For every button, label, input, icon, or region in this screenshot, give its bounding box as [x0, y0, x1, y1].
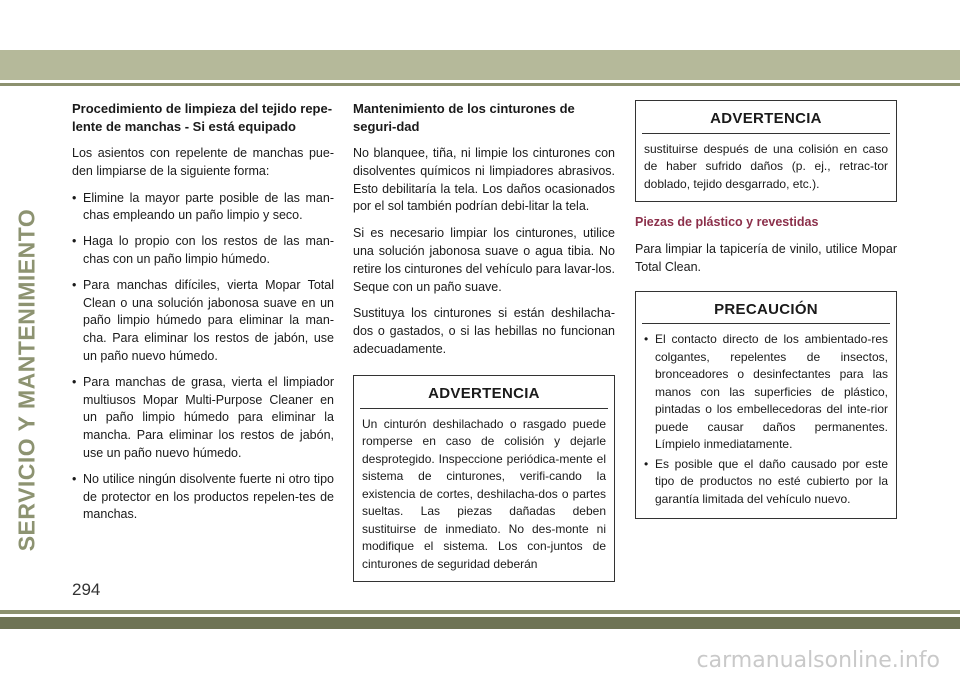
section-heading-stain-repellent: Procedimiento de limpieza del tejido repe-lente de manchas - Si está equipado [72, 101, 333, 134]
caution-title: PRECAUCIÓN [714, 300, 818, 318]
header-rule [0, 83, 960, 86]
column-3 [635, 100, 897, 519]
section-side-title: SERVICIO Y MANTENIMIENTO [13, 208, 40, 552]
paragraph: Si es necesario limpiar los cinturones, utilice una solución jabonosa suave o agua tibia. No retire los cinturones del vehículo para lavar-los. Seque con un paño suave. [353, 226, 615, 294]
paragraph: Sustituya los cinturones si están deshilacha-dos o gastados, o si las hebillas no funcionan adecuadamente. [353, 306, 615, 356]
footer-rule [0, 610, 960, 614]
column-1 [72, 100, 334, 532]
list-item: • Es posible que el daño causado por este tipo de productos no esté cubierto por la garantía limitada del vehículo nuevo. [644, 456, 888, 509]
header-band [0, 50, 960, 80]
warning-box-continued [635, 100, 897, 202]
warning-text: Un cinturón deshilachado o rasgado puede romperse en caso de colisión y dejarle desprotegido. Inspeccione periódica-mente el sistema de cinturones, verifi-cando la existencia de cortes, deshilacha-dos o partes sueltas. Las piezas dañadas deben sustituirse de inmediato. No des-monte ni modifique el sistema. Los con-juntos de cinturones de seguridad deberán [362, 416, 606, 571]
page-number: 294 [72, 580, 101, 599]
list-item: • No utilice ningún disolvente fuerte ni otro tipo de protector en los productos repelen-tes de manchas. [72, 471, 334, 524]
list-item: • Haga lo propio con los restos de las man-chas con un paño limpio húmedo. [72, 233, 334, 269]
paragraph: No blanquee, tiña, ni limpie los cinturones con disolventes químicos ni limpiadores abrasivos. Esto debilitaría la tela. Los daños ocasionados por el sol también podrían debi-litar la tela. [353, 146, 615, 214]
column-2 [353, 100, 615, 582]
warning-title: ADVERTENCIA [428, 384, 540, 402]
section-heading-plastic-parts: Piezas de plástico y revestidas [635, 215, 819, 230]
list-item: • El contacto directo de los ambientado-res colgantes, repelentes de insectos, bronceadores o desinfectantes para las manos con las superficies de plástico, pintadas o los embellecedoras del inte-rior puede causar daños permanentes. Límpielo inmediatamente. [644, 331, 888, 454]
watermark: carmanualsonline.info [696, 648, 940, 673]
warning-title: ADVERTENCIA [710, 110, 822, 127]
section-heading-seatbelts: Mantenimiento de los cinturones de seguri-dad [353, 101, 575, 134]
footer-band [0, 617, 960, 629]
paragraph: Para limpiar la tapicería de vinilo, utilice Mopar Total Clean. [635, 242, 897, 274]
list-item: • Para manchas de grasa, vierta el limpiador multiusos Mopar Multi-Purpose Cleaner en un paño limpio húmedo para eliminar la mancha. Para eliminar los restos de jabón, use un paño nuevo húmedo. [72, 374, 334, 463]
cleaning-steps-list [72, 190, 334, 525]
caution-list [644, 331, 888, 508]
list-item: • Para manchas difíciles, vierta Mopar Total Clean o una solución jabonosa suave en un paño limpio húmedo para eliminar la man-cha. Para eliminar los restos de jabón, use un paño nuevo húmedo. [72, 277, 334, 366]
warning-text: sustituirse después de una colisión en caso de haber sufrido daños (p. ej., retrac-tor doblado, tejido desgarrado, etc.). [644, 141, 888, 191]
list-item: • Elimine la mayor parte posible de las man-chas empleando un paño limpio y seco. [72, 190, 334, 226]
intro-paragraph: Los asientos con repelente de manchas pue-den limpiarse de la siguiente forma: [72, 146, 334, 178]
caution-body [636, 324, 896, 518]
caution-box [635, 291, 897, 520]
warning-box [353, 375, 615, 582]
